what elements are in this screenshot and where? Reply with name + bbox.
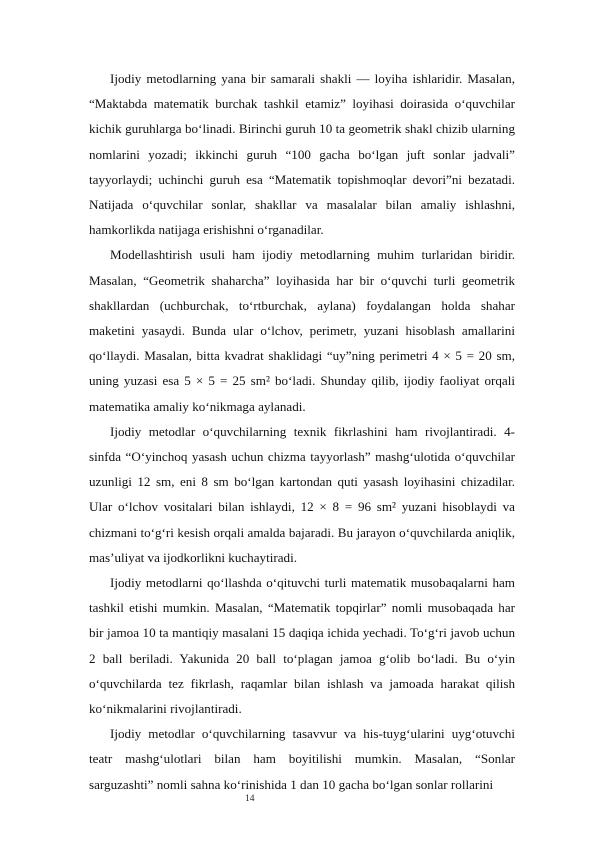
paragraph-technical-thinking: Ijodiy metodlar o‘quvchilarning texnik fikrlashini ham rivojlantiradi. 4-sinfda “O‘yinchoq yasash uchun chizma tayyorlash” mashg‘ulotida o‘quvchilar uzunligi 12 sm, eni 8 sm bo‘lgan kartondan quti yasash loyihasini chizadilar. Ular o‘lchov vositalari bilan ishlaydi, 12 × 8 = 96 sm² yuzani hisoblaydi va chizmani to‘g‘ri kesish orqali amalda bajaradi. Bu jarayon o‘quvchilarda aniqlik, mas’uliyat va ijodkorlikni kuchaytiradi.	[89, 423, 515, 565]
paragraph-modelling-method: Modellashtirish usuli ham ijodiy metodlarning muhim turlaridan biridir. Masalan, “Geometrik shaharcha” loyihasida har bir o‘quvchi turli geometrik shakllardan (uchburchak, to‘rtburchak, aylana) foydalangan holda shahar maketini yasaydi. Bunda ular o‘lchov, perimetr, yuzani hisoblash amallarini qo‘llaydi. Masalan, bitta kvadrat shaklidagi “uy”ning perimetri 4 × 5 = 20 sm, uning yuzasi esa 5 × 5 = 25 sm² bo‘ladi. Shunday qilib, ijodiy faoliyat orqali matematika amaliy ko‘nikmaga aylanadi.	[89, 247, 515, 414]
paragraph-project-work: Ijodiy metodlarning yana bir samarali shakli — loyiha ishlaridir. Masalan, “Maktabda matematik burchak tashkil etamiz” loyihasi doirasida o‘quvchilar kichik guruhlarga bo‘linadi. Birinchi guruh 10 ta geometrik shakl chizib ularning nomlarini yozadi; ikkinchi guruh “100 gacha bo‘lgan juft sonlar jadvali” tayyorlaydi; uchinchi guruh esa “Matematik topishmoqlar devori”ni bezatadi. Natijada o‘quvchilar sonlar, shakllar va masalalar bilan amaliy ishlashni, hamkorlikda natijaga erishishni o‘rganadilar.	[89, 71, 515, 238]
page-number: 14	[245, 794, 255, 804]
document-page	[89, 66, 515, 797]
paragraph-theatre-activities: Ijodiy metodlar o‘quvchilarning tasavvur va his-tuyg‘ularini uyg‘otuvchi teatr mashg‘ulotlari bilan ham boyitilishi mumkin. Masalan, “Sonlar sarguzashti” nomli sahna ko‘rinishida 1 dan 10 gacha bo‘lgan sonlar rollarini	[89, 726, 515, 792]
paragraph-math-competitions: Ijodiy metodlarni qo‘llashda o‘qituvchi turli matematik musobaqalarni ham tashkil etishi mumkin. Masalan, “Matematik topqirlar” nomli musobaqada har bir jamoa 10 ta mantiqiy masalani 15 daqiqa ichida yechadi. To‘g‘ri javob uchun 2 ball beriladi. Yakunida 20 ball to‘plagan jamoa g‘olib bo‘ladi. Bu o‘yin o‘quvchilarda tez fikrlash, raqamlar bilan ishlash va jamoada harakat qilish ko‘nikmalarini rivojlantiradi.	[89, 575, 515, 717]
